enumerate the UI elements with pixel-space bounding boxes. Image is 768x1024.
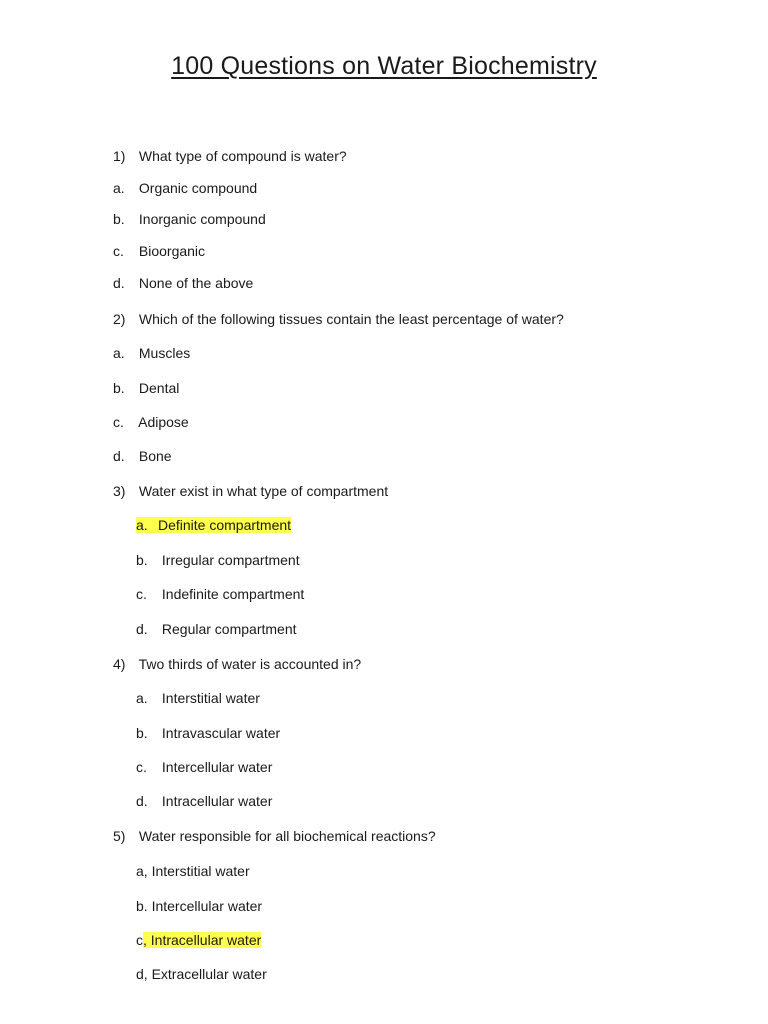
highlighted-answer: , Intracellular water xyxy=(143,932,262,948)
option-marker: d. xyxy=(113,448,125,464)
option-marker: a. xyxy=(136,690,148,706)
option-text: Definite compartment xyxy=(158,517,292,533)
option-text: Interstitial water xyxy=(161,690,260,706)
option-4d xyxy=(136,792,272,810)
option-text: Muscles xyxy=(138,345,191,361)
question-text: Two thirds of water is accounted in? xyxy=(138,656,362,672)
option-4a xyxy=(136,689,260,707)
option-2b xyxy=(113,379,179,397)
highlighted-answer xyxy=(136,517,291,533)
option-marker: d. xyxy=(136,793,148,809)
option-marker: c. xyxy=(136,759,147,775)
option-text: Interstitial water xyxy=(151,863,250,879)
option-marker: d. xyxy=(136,621,148,637)
option-text: None of the above xyxy=(138,275,254,291)
option-4b xyxy=(136,724,280,742)
option-1d xyxy=(113,274,253,292)
option-text: Inorganic compound xyxy=(138,211,266,227)
question-1 xyxy=(113,147,347,165)
option-text: Irregular compartment xyxy=(161,552,300,568)
question-text: Which of the following tissues contain the least percentage of water? xyxy=(138,311,564,327)
option-4c xyxy=(136,758,272,776)
question-text: Water exist in what type of compartment xyxy=(138,483,389,499)
option-text: Bioorganic xyxy=(138,243,206,259)
question-3 xyxy=(113,482,388,500)
option-2d xyxy=(113,447,172,465)
option-text: Adipose xyxy=(138,414,189,430)
option-marker: d. xyxy=(113,275,125,291)
option-text: Intravascular water xyxy=(161,725,281,741)
option-marker: a. xyxy=(136,517,148,533)
option-text: Bone xyxy=(138,448,172,464)
option-marker: c. xyxy=(113,414,124,430)
question-number: 5) xyxy=(113,828,126,844)
option-text: Extracellular water xyxy=(151,966,267,982)
question-text: Water responsible for all biochemical reactions? xyxy=(138,828,436,844)
option-text: Intracellular water xyxy=(161,793,273,809)
question-2 xyxy=(113,310,564,328)
option-marker: a, xyxy=(136,863,148,879)
option-3c xyxy=(136,585,304,603)
option-text: Dental xyxy=(138,380,180,396)
option-2c xyxy=(113,413,189,431)
option-marker: d, xyxy=(136,966,148,982)
option-text: Indefinite compartment xyxy=(161,586,305,602)
option-5a xyxy=(136,862,250,880)
option-5c xyxy=(136,931,261,949)
option-marker: c xyxy=(136,932,143,948)
option-text: Intercellular water xyxy=(161,759,273,775)
question-4 xyxy=(113,655,361,673)
option-text: Intercellular water xyxy=(151,898,263,914)
option-5d xyxy=(136,965,267,983)
question-text: What type of compound is water? xyxy=(138,148,347,164)
question-number: 2) xyxy=(113,311,126,327)
option-2a xyxy=(113,344,190,362)
option-text: Organic compound xyxy=(138,180,258,196)
option-marker: b. xyxy=(136,552,148,568)
option-1c xyxy=(113,242,205,260)
option-marker: c. xyxy=(136,586,147,602)
option-marker: a. xyxy=(113,180,125,196)
option-3a xyxy=(136,516,291,534)
option-marker: b. xyxy=(136,725,148,741)
option-marker: c. xyxy=(113,243,124,259)
option-3b xyxy=(136,551,300,569)
question-number: 4) xyxy=(113,656,126,672)
question-number: 1) xyxy=(113,148,126,164)
option-marker: b. xyxy=(113,211,125,227)
document-title: 100 Questions on Water Biochemistry xyxy=(171,52,597,80)
option-5b xyxy=(136,897,262,915)
question-5 xyxy=(113,827,436,845)
option-marker: b. xyxy=(136,898,148,914)
option-marker: b. xyxy=(113,380,125,396)
option-1a xyxy=(113,179,257,197)
option-3d xyxy=(136,620,297,638)
option-1b xyxy=(113,210,266,228)
option-marker: a. xyxy=(113,345,125,361)
question-number: 3) xyxy=(113,483,126,499)
option-text: Regular compartment xyxy=(161,621,297,637)
